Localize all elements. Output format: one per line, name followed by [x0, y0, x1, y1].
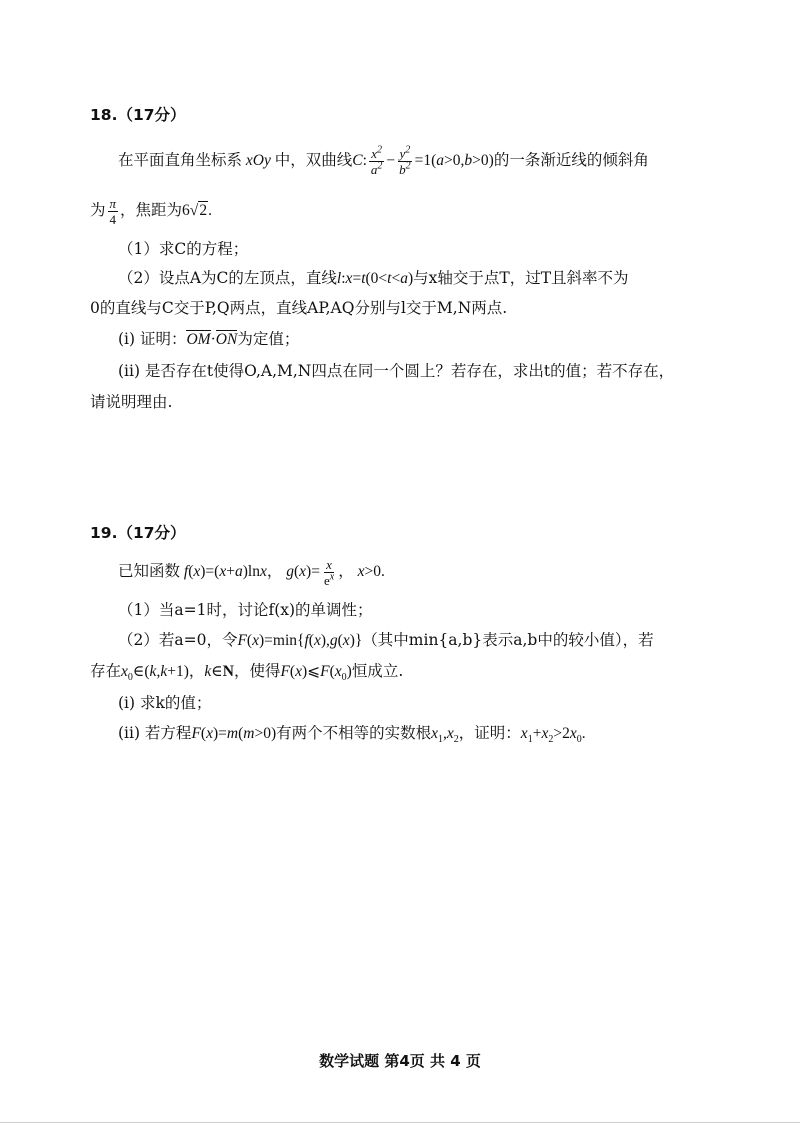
q19-part2-ii — [118, 722, 586, 745]
q18-part2-i — [118, 328, 299, 351]
q18-heading: 18.（17分） — [90, 106, 186, 124]
q18-angle: $\frac{\pi}{4}$ — [109, 196, 117, 227]
q18-part2-ii-line-2: 请说明理由. — [90, 393, 173, 411]
q18-xoy: xOy — [242, 152, 275, 170]
q18-focal-length: 6√2. — [182, 202, 212, 220]
q19-part2-text-d: ，使得 — [233, 662, 281, 680]
q19-domain: x>0. — [353, 563, 385, 581]
q18-part2-ii-line-1: (ii) 是否存在t使得O,A,M,N四点在同一个圆上？若存在，求出t的值；若不存在， — [118, 362, 675, 380]
q18-intro-text-c: 的一条渐近线的倾斜角 — [493, 151, 649, 170]
q19-equation: F(x)=m(m>0) — [191, 725, 277, 742]
q19-conclusion: $x_1+x_2>2x_0$. — [520, 725, 586, 746]
q19-part2-text-a: （2）若a=0，令 — [118, 631, 238, 649]
q19-inequality: $F(x)⩽F(x_0)$ — [280, 663, 352, 684]
q18-intro-text-e: ，焦距为 — [120, 201, 183, 220]
q19-f-def: f(x)=(x+a)lnx — [180, 563, 267, 581]
q18-part2-text-b: 与x轴交于点T，过T且斜率不为 — [413, 269, 629, 287]
q18-part2-line-2: 0的直线与C交于P,Q两点，直线AP,AQ分别与l交于M,N两点. — [90, 299, 508, 317]
q18-dot-product: OM·ON — [186, 331, 238, 348]
q19-part2-text-b: （其中min{a,b}表示a,b中的较小值），若 — [362, 631, 654, 649]
q18-intro-text-d: 为 — [90, 201, 106, 220]
q19-intro-text-b: ， — [266, 562, 283, 581]
q19-part1: （1）当a=1时，讨论f(x)的单调性； — [118, 601, 373, 619]
q19-roots: $x_1,x_2$ — [431, 725, 459, 746]
q18-line-l: l:x=t(0<t<a) — [336, 270, 414, 287]
q19-part2-i: (i) 求k的值； — [118, 694, 212, 712]
q18-intro-line-2 — [90, 196, 212, 227]
q19-part2-text-e: 恒成立. — [351, 662, 404, 680]
q18-part2-i-text-a: (i) 证明： — [118, 330, 187, 348]
q19-part2-ii-text-c: ，证明： — [458, 724, 521, 742]
q18-intro-line-1 — [118, 146, 649, 177]
q19-part2-ii-text-a: (ii) 若方程 — [118, 724, 192, 742]
q18-intro-text-b: 中，双曲线 — [274, 151, 353, 170]
q19-g-def: g(x)= $\frac{x}{e^x}$ — [282, 557, 335, 588]
q18-part2-text-a: （2）设点A为C的左顶点，直线 — [118, 269, 337, 287]
q19-part2-text-c: 存在 — [90, 662, 122, 680]
q19-intro-text-a: 已知函数 — [118, 562, 181, 581]
q19-intro — [118, 557, 385, 588]
page-footer: 数学试题 第4页 共 4 页 — [319, 1052, 481, 1070]
q19-intro-text-c: ， — [338, 562, 354, 581]
q19-part2-ii-text-b: 有两个不相等的实数根 — [276, 724, 432, 742]
q18-intro-text-a: 在平面直角坐标系 — [118, 151, 243, 170]
q18-part1: （1）求C的方程； — [118, 240, 249, 258]
q18-part2-i-text-b: 为定值； — [237, 330, 300, 348]
q19-F-def: F(x)=min{f(x),g(x)} — [237, 632, 363, 649]
q19-part2-line-2 — [90, 660, 403, 683]
scan-edge-line — [0, 1122, 800, 1123]
q19-x0-interval: $x_0\in(k,k+1)$，k∈N — [121, 663, 234, 684]
q18-part2-line-1 — [118, 267, 629, 290]
q19-part2-line-1 — [118, 629, 654, 652]
q18-hyperbola-eq: C: $\frac{x^2}{a^2}$ − $\frac{y^2}{b^2}$ =1(a>0,b>0) — [352, 144, 494, 177]
q19-heading: 19.（17分） — [90, 524, 186, 542]
